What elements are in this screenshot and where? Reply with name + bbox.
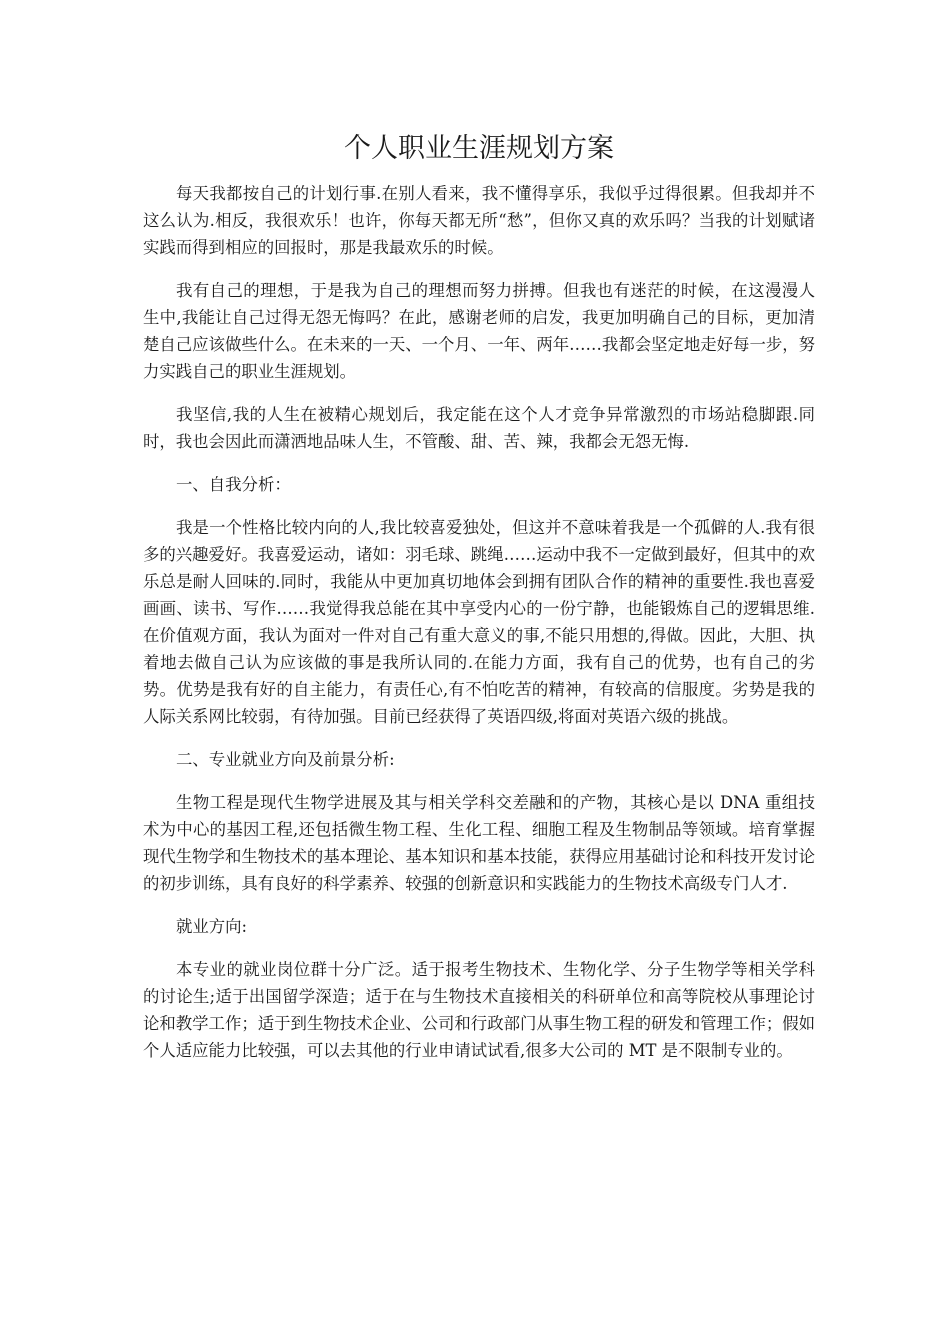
section-heading-self-analysis: 一、自我分析： bbox=[176, 475, 291, 494]
sub-heading-employment-direction: 就业方向: bbox=[176, 917, 248, 936]
document-body bbox=[143, 128, 815, 1080]
employment-direction-paragraph: 本专业的就业岗位群十分广泛。适于报考生物技术、生物化学、分子生物学等相关学科的讨论生;适于出国留学深造；适于在与生物技术直接相关的科研单位和高等院校从事理论讨论和教学工作；适于到生物技术企业、公司和行政部门从事生物工程的研发和管理工作；假如个人适应能力比较强，可以去其他的行业申请试试看,很多大公司的 MT 是不限制专业的。 bbox=[143, 960, 816, 1060]
intro-paragraph-3: 我坚信,我的人生在被精心规划后，我定能在这个人才竞争异常激烈的市场站稳脚跟.同时，我也会因此而潇洒地品味人生，不管酸、甜、苦、辣，我都会无怨无悔. bbox=[143, 405, 815, 451]
self-analysis-paragraph: 我是一个性格比较内向的人,我比较喜爱独处，但这并不意味着我是一个孤僻的人.我有很多的兴趣爱好。我喜爱运动，诸如：羽毛球、跳绳……运动中我不一定做到最好，但其中的欢乐总是耐人回味的.同时，我能从中更加真切地体会到拥有团队合作的精神的重要性.我也喜爱画画、读书、写作……我觉得我总能在其中享受内心的一份宁静，也能锻炼自己的逻辑思维.在价值观方面，我认为面对一件对自己有重大意义的事,不能只用想的,得做。因此，大胆、执着地去做自己认为应该做的事是我所认同的.在能力方面，我有自己的优势，也有自己的劣势。优势是我有好的自主能力，有责任心,有不怕吃苦的精神，有较高的信服度。劣势是我的人际关系网比较弱，有待加强。目前已经获得了英语四级,将面对英语六级的挑战。 bbox=[143, 518, 816, 726]
document-title: 个人职业生涯规划方案 bbox=[344, 133, 614, 164]
major-description-paragraph: 生物工程是现代生物学进展及其与相关学科交差融和的产物，其核心是以 DNA 重组技术为中心的基因工程,还包括微生物工程、生化工程、细胞工程及生物制品等领域。培育掌握现代生物学和生物技术的基本理论、基本知识和基本技能，获得应用基础讨论和科技开发讨论的初步训练，具有良好的科学素养、较强的创新意识和实践能力的生物技术高级专门人才. bbox=[143, 793, 816, 893]
section-heading-career-direction: 二、专业就业方向及前景分析: bbox=[176, 750, 395, 769]
intro-paragraph-1: 每天我都按自己的计划行事.在别人看来，我不懂得享乐，我似乎过得很累。但我却并不这么认为.相反，我很欢乐！也许，你每天都无所“愁”，但你又真的欢乐吗？当我的计划赋诸实践而得到相应的回报时，那是我最欢乐的时候。 bbox=[143, 184, 815, 257]
intro-paragraph-2: 我有自己的理想，于是我为自己的理想而努力拼搏。但我也有迷茫的时候，在这漫漫人生中,我能让自己过得无怨无悔吗？在此，感谢老师的启发，我更加明确自己的目标，更加清楚自己应该做些什么。在未来的一天、一个月、一年、两年……我都会坚定地走好每一步，努力实践自己的职业生涯规划。 bbox=[143, 281, 816, 381]
